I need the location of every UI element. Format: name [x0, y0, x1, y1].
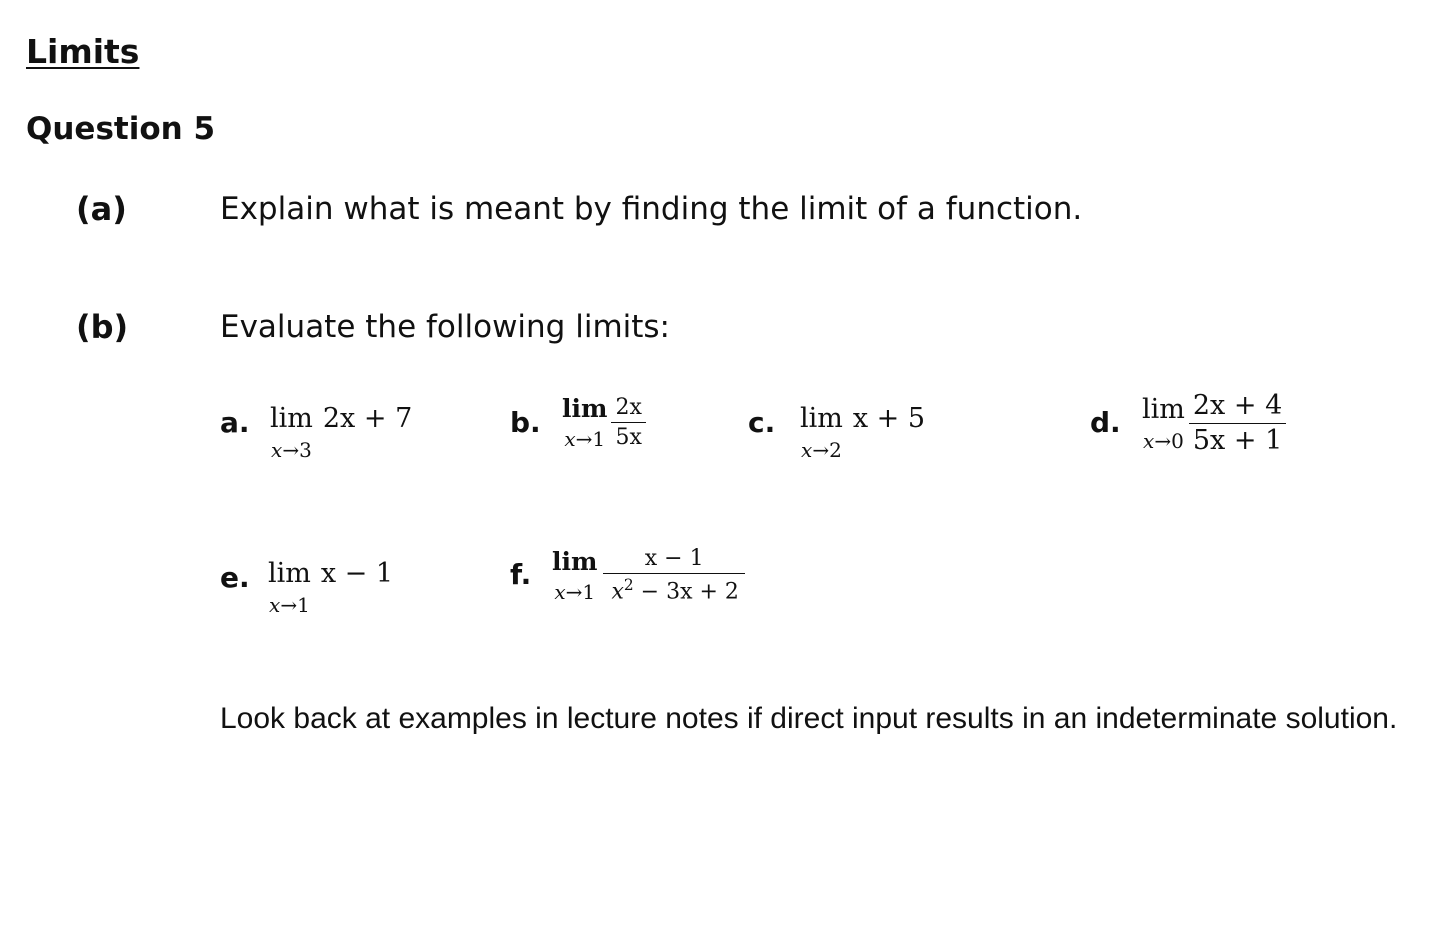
- limit-subscript: x→2: [801, 438, 842, 462]
- item-f-label: f.: [510, 558, 532, 591]
- limit-subscript: x→1: [564, 427, 606, 452]
- limit-operator: [800, 405, 843, 460]
- fraction-denominator: 5x: [611, 422, 645, 449]
- lim-word: lim: [1142, 394, 1185, 426]
- limit-subscript: x→1: [269, 593, 310, 617]
- limit-subscript: x→1: [554, 579, 596, 604]
- item-a-label: a.: [220, 406, 250, 439]
- limit-operator: [270, 405, 313, 460]
- limit-subscript: x→3: [271, 438, 312, 462]
- arrow-icon: →: [1154, 429, 1172, 454]
- limit-c: [800, 405, 925, 460]
- part-b-text: Evaluate the following limits:: [220, 309, 670, 345]
- fraction-denominator: 5x + 1: [1189, 423, 1286, 455]
- lim-word: lim: [268, 558, 311, 589]
- question-heading: Question 5: [26, 111, 216, 147]
- limit-f: [552, 547, 745, 604]
- limit-d: [1142, 392, 1286, 456]
- fraction-numerator: 2x + 4: [1192, 390, 1283, 421]
- item-e-label: e.: [220, 561, 250, 594]
- part-b-label: (b): [76, 308, 129, 346]
- limit-operator: [268, 560, 311, 615]
- limit-e: [268, 560, 393, 615]
- arrow-icon: →: [280, 593, 298, 617]
- limit-fraction: [603, 547, 744, 604]
- fraction-denominator: $x^2 - 3x + 2$: [603, 573, 744, 603]
- limit-fraction: [1189, 392, 1286, 456]
- item-b-label: b.: [510, 406, 541, 439]
- instruction-note: Look back at examples in lecture notes if direct input results in an indeterminate solution.: [220, 702, 1398, 735]
- lim-word: lim: [562, 394, 608, 424]
- limit-subscript: x→0: [1143, 429, 1184, 454]
- part-a-label: (a): [76, 190, 127, 228]
- fraction-numerator: 2x: [615, 395, 642, 420]
- lim-word: lim: [552, 546, 598, 576]
- limit-operator: [1142, 394, 1185, 454]
- arrow-icon: →: [812, 438, 830, 462]
- arrow-icon: →: [282, 438, 300, 462]
- lim-word: lim: [270, 403, 313, 434]
- limit-operator: [552, 546, 598, 604]
- limit-fraction: [611, 396, 645, 449]
- fraction-numerator: x − 1: [644, 546, 704, 571]
- document-title: Limits: [26, 32, 140, 71]
- limit-b: [562, 394, 646, 452]
- limit-expression: 2x + 7: [322, 403, 413, 434]
- limit-a: [270, 405, 412, 460]
- arrow-icon: →: [575, 427, 593, 452]
- item-d-label: d.: [1090, 406, 1121, 439]
- limit-expression: x + 5: [852, 403, 926, 434]
- lim-word: lim: [800, 403, 843, 434]
- arrow-icon: →: [565, 579, 583, 604]
- part-a-text: Explain what is meant by finding the limit of a function.: [220, 191, 1083, 227]
- limit-operator: [562, 394, 608, 452]
- item-c-label: c.: [748, 406, 776, 439]
- limit-expression: x − 1: [320, 558, 394, 589]
